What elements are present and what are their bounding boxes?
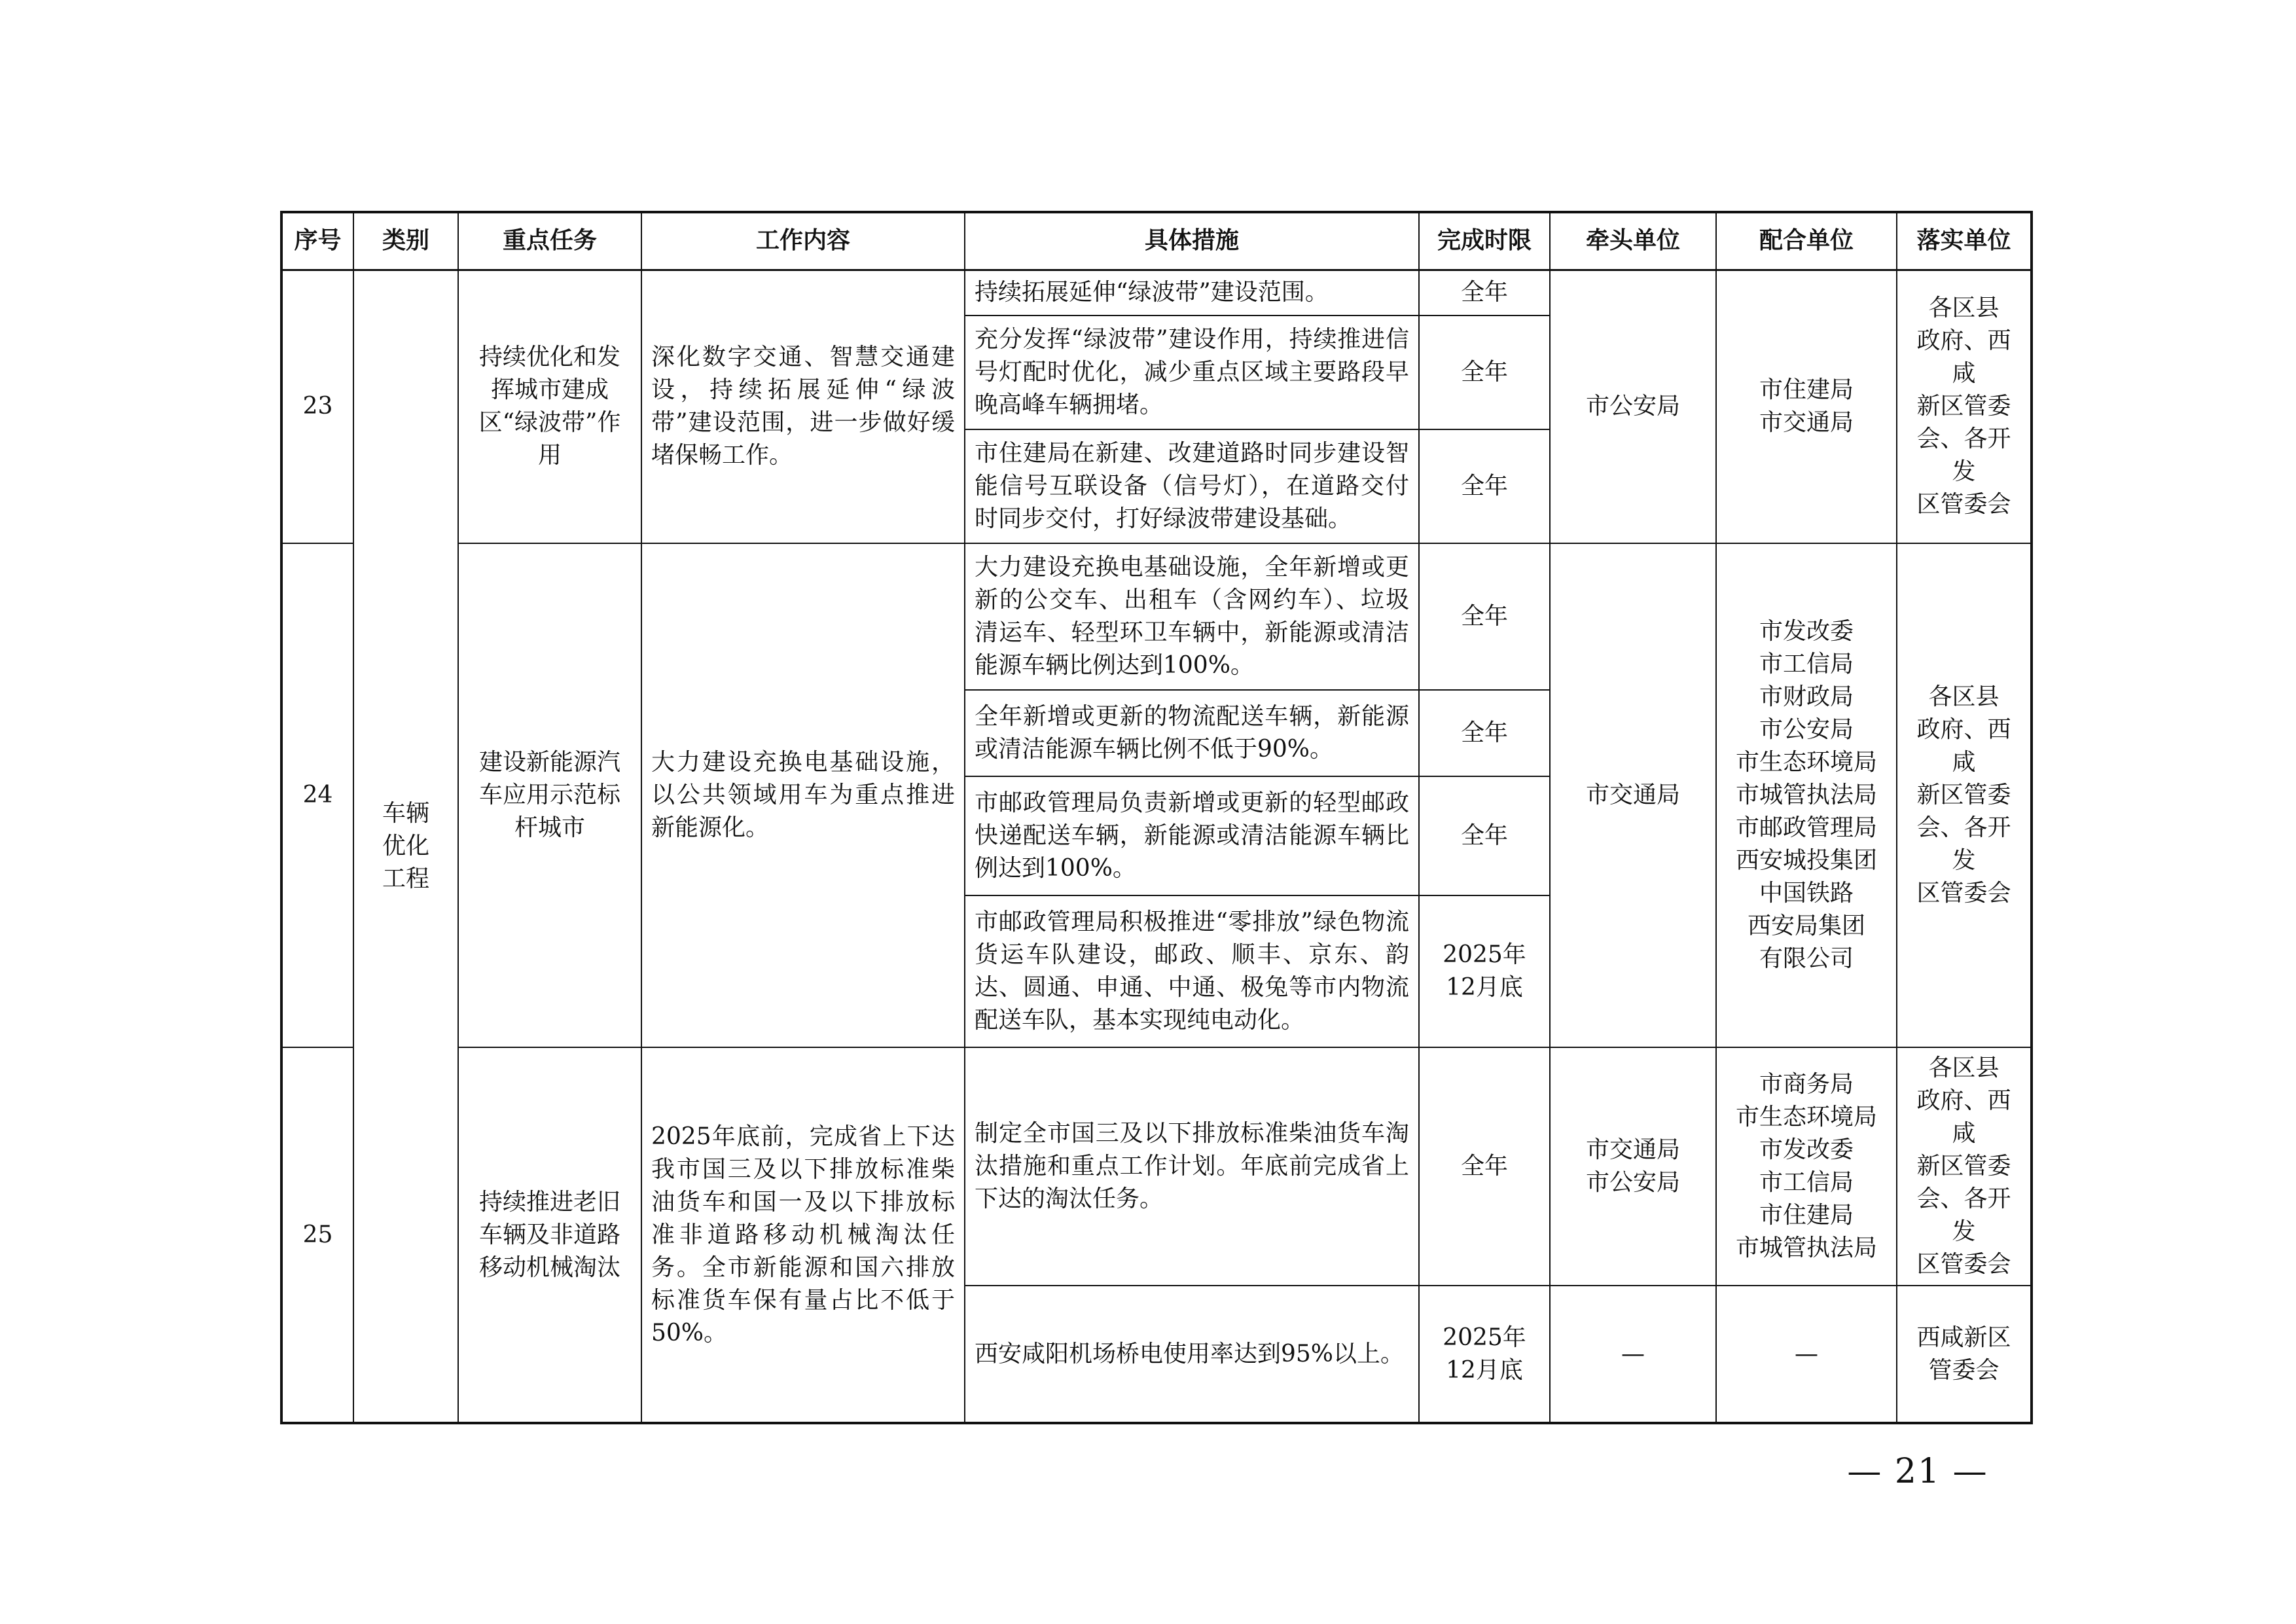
- row-serial: 23: [281, 270, 353, 543]
- header-implementing-units: 落实单位: [1897, 212, 2032, 270]
- header-deadline: 完成时限: [1419, 212, 1550, 270]
- key-task-cell: 持续优化和发挥城市建成区“绿波带”作用: [458, 270, 641, 543]
- implementing-units-cell: 西咸新区 管委会: [1897, 1286, 2032, 1423]
- measure-cell: 市住建局在新建、改建道路时同步建设智能信号互联设备（信号灯），在道路交付时同步交付，打好绿波带建设基础。: [965, 429, 1419, 543]
- page-number: — 21 —: [1847, 1452, 1988, 1491]
- table-header-row: [281, 212, 2032, 270]
- cooperating-units-cell: 市商务局 市生态环境局 市发改委 市工信局 市住建局 市城管执法局: [1716, 1047, 1897, 1286]
- measure-cell: 全年新增或更新的物流配送车辆，新能源或清洁能源车辆比例不低于90%。: [965, 690, 1419, 776]
- cooperating-units-cell: 市发改委 市工信局 市财政局 市公安局 市生态环境局 市城管执法局 市邮政管理局 西安城投集团 中国铁路 西安局集团 有限公司: [1716, 543, 1897, 1047]
- deadline-cell: 全年: [1419, 316, 1550, 429]
- deadline-cell: 全年: [1419, 690, 1550, 776]
- implementing-units-cell: 各区县 政府、西咸 新区管委 会、各开发 区管委会: [1897, 543, 2032, 1047]
- table-row: [281, 1047, 2032, 1286]
- work-content-cell: 深化数字交通、智慧交通建设，持续拓展延伸“绿波带”建设范围，进一步做好缓堵保畅工作。: [641, 270, 965, 543]
- row-serial: 24: [281, 543, 353, 1047]
- deadline-cell: 全年: [1419, 543, 1550, 690]
- deadline-cell: 2025年 12月底: [1419, 1286, 1550, 1423]
- cooperating-units-cell: 市住建局 市交通局: [1716, 270, 1897, 543]
- table-row: [281, 270, 2032, 316]
- measure-cell: 西安咸阳机场桥电使用率达到95%以上。: [965, 1286, 1419, 1423]
- header-category: 类别: [353, 212, 458, 270]
- header-cooperating-units: 配合单位: [1716, 212, 1897, 270]
- measure-cell: 制定全市国三及以下排放标准柴油货车淘汰措施和重点工作计划。年底前完成省上下达的淘汰任务。: [965, 1047, 1419, 1286]
- key-task-cell: 建设新能源汽车应用示范标杆城市: [458, 543, 641, 1047]
- row-serial: 25: [281, 1047, 353, 1423]
- header-lead-unit: 牵头单位: [1550, 212, 1716, 270]
- lead-unit-cell: 市交通局 市公安局: [1550, 1047, 1716, 1286]
- measure-cell: 市邮政管理局负责新增或更新的轻型邮政快递配送车辆，新能源或清洁能源车辆比例达到100%。: [965, 776, 1419, 895]
- implementing-units-cell: 各区县 政府、西咸 新区管委 会、各开发 区管委会: [1897, 270, 2032, 543]
- lead-unit-cell: 市交通局: [1550, 543, 1716, 1047]
- deadline-cell: 2025年 12月底: [1419, 895, 1550, 1047]
- measure-cell: 大力建设充换电基础设施，全年新增或更新的公交车、出租车（含网约车）、垃圾清运车、轻型环卫车辆中，新能源或清洁能源车辆比例达到100%。: [965, 543, 1419, 690]
- header-work-content: 工作内容: [641, 212, 965, 270]
- implementing-units-cell: 各区县 政府、西咸 新区管委 会、各开发 区管委会: [1897, 1047, 2032, 1286]
- category-cell: 车辆 优化 工程: [353, 270, 458, 1423]
- key-task-cell: 持续推进老旧车辆及非道路移动机械淘汰: [458, 1047, 641, 1423]
- header-serial: 序号: [281, 212, 353, 270]
- measure-cell: 市邮政管理局积极推进“零排放”绿色物流货运车队建设，邮政、顺丰、京东、韵达、圆通、申通、中通、极兔等市内物流配送车队，基本实现纯电动化。: [965, 895, 1419, 1047]
- lead-unit-cell: —: [1550, 1286, 1716, 1423]
- work-content-cell: 2025年底前，完成省上下达我市国三及以下排放标准柴油货车和国一及以下排放标准非道路移动机械淘汰任务。全市新能源和国六排放标准货车保有量占比不低于50%。: [641, 1047, 965, 1423]
- header-key-task: 重点任务: [458, 212, 641, 270]
- lead-unit-cell: 市公安局: [1550, 270, 1716, 543]
- deadline-cell: 全年: [1419, 429, 1550, 543]
- deadline-cell: 全年: [1419, 776, 1550, 895]
- deadline-cell: 全年: [1419, 270, 1550, 316]
- deadline-cell: 全年: [1419, 1047, 1550, 1286]
- work-content-cell: 大力建设充换电基础设施，以公共领域用车为重点推进新能源化。: [641, 543, 965, 1047]
- measures-table: [280, 211, 2033, 1424]
- cooperating-units-cell: —: [1716, 1286, 1897, 1423]
- table-row: [281, 543, 2032, 690]
- measure-cell: 持续拓展延伸“绿波带”建设范围。: [965, 270, 1419, 316]
- header-measures: 具体措施: [965, 212, 1419, 270]
- measure-cell: 充分发挥“绿波带”建设作用，持续推进信号灯配时优化，减少重点区域主要路段早晚高峰车辆拥堵。: [965, 316, 1419, 429]
